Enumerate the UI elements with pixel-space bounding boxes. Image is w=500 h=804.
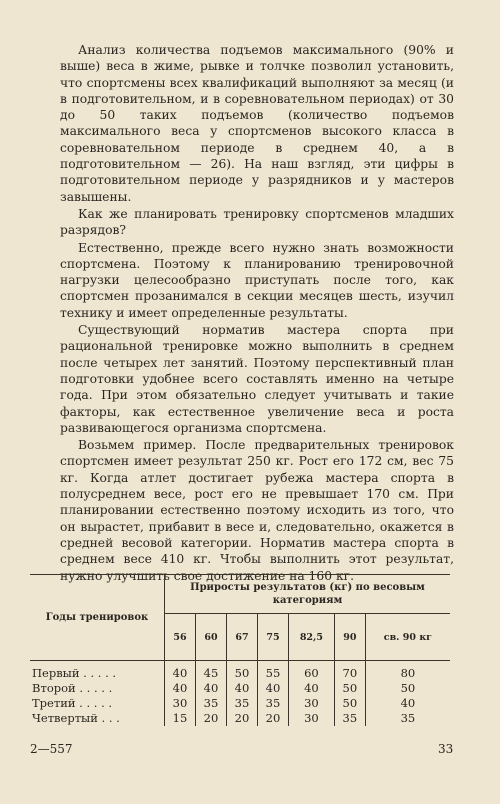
category-header: 56 [165, 614, 196, 661]
table-cell: 40 [195, 681, 226, 696]
table-cell: 40 [257, 681, 288, 696]
table-cell: 35 [400, 711, 416, 725]
table-cell: 55 [257, 661, 288, 682]
table-cell: 40 [165, 661, 196, 682]
table-cell: 80 [400, 666, 416, 680]
results-table [30, 574, 450, 726]
table-cell: 30 [165, 696, 196, 711]
printer-signature: 2—557 [30, 742, 73, 756]
category-header: 75 [257, 614, 288, 661]
table-cell: 35 [334, 711, 365, 726]
table-cell: 30 [288, 696, 334, 711]
table-cell: 35 [257, 696, 288, 711]
table-row [30, 661, 450, 682]
table-cell: 70 [334, 661, 365, 682]
table-cell: 40 [400, 696, 416, 710]
paragraph: Анализ количества подъемов максимального (90% и выше) веса в жиме, рывке и толчке позволил установить, что спортсмены всех квалификаций выполняют за месяц (и в подготовительном, и в соревновательном периодах) от 30 до 50 таких подъемов (количество подъемов максимального веса у спортсменов высокого класса в соревновательном периоде в среднем 40, а в подготовительном — 26). На наш взгляд, эти цифры в подготовительном периоде у разрядников и у мастеров завышены. [60, 43, 454, 204]
table-cell: 20 [226, 711, 257, 726]
category-header: 90 [334, 614, 365, 661]
table-cell: 40 [226, 681, 257, 696]
body-text [60, 42, 454, 584]
table-row [30, 711, 450, 726]
table-row [30, 696, 450, 711]
row-label: Четвертый . . . [30, 711, 165, 726]
table-cell: 35 [195, 696, 226, 711]
category-header: 82,5 [288, 614, 334, 661]
table-cell: 45 [195, 661, 226, 682]
row-label: Третий . . . . . [30, 696, 165, 711]
page-number: 33 [438, 742, 454, 756]
row-label: Первый . . . . . [30, 661, 165, 682]
table-cell: 30 [288, 711, 334, 726]
categories-group-header: Приросты результатов (кг) по весовым категориям [165, 575, 451, 614]
table-row [30, 681, 450, 696]
table-cell: 20 [195, 711, 226, 726]
table-cell: 50 [400, 681, 416, 695]
paragraph: Существующий норматив мастера спорта при рациональной тренировке можно выполнить в среднем после четырех лет занятий. Поэтому перспективный план подготовки удобнее всего составлять именно на четыре года. При этом обязательно следует учитывать и такие факторы, как естественное увеличение веса и роста развивающегося организма спортсмена. [60, 323, 454, 435]
table-cell: 40 [165, 681, 196, 696]
category-header: 67 [226, 614, 257, 661]
table-cell: 20 [257, 711, 288, 726]
table-cell: 60 [288, 661, 334, 682]
results-table-container [30, 574, 450, 726]
table-cell: 50 [334, 681, 365, 696]
row-label: Второй . . . . . [30, 681, 165, 696]
table-cell: 50 [226, 661, 257, 682]
category-header: 60 [195, 614, 226, 661]
category-header: св. 90 кг [365, 614, 450, 661]
table-cell: 40 [288, 681, 334, 696]
years-header: Годы тренировок [30, 575, 165, 661]
table-cell: 50 [334, 696, 365, 711]
table-cell: 35 [226, 696, 257, 711]
paragraph: Естественно, прежде всего нужно знать возможности спортсмена. Поэтому к планированию тренировочной нагрузки целесообразно приступать после того, как спортсмен прозанимался в секции месяцев шесть, изучил технику и имеет определенные результаты. [60, 240, 454, 320]
paragraph: Возьмем пример. После предварительных тренировок спортсмен имеет результат 250 кг. Рост его 172 см, вес 75 кг. Когда атлет достигает рубежа мастера спорта в полусреднем весе, рост его не превышает 170 см. При планировании естественно поэтому исходить из того, что он вырастет, прибавит в весе и, следовательно, окажется в средней весовой категории. Норматив мастера спорта в среднем весе 410 кг. Чтобы выполнить этот результат, нужно улучшить свое достижение на 160 кг. [60, 438, 454, 583]
paragraph: Как же планировать тренировку спортсменов младших разрядов? [60, 206, 454, 238]
table-cell: 15 [165, 711, 196, 726]
